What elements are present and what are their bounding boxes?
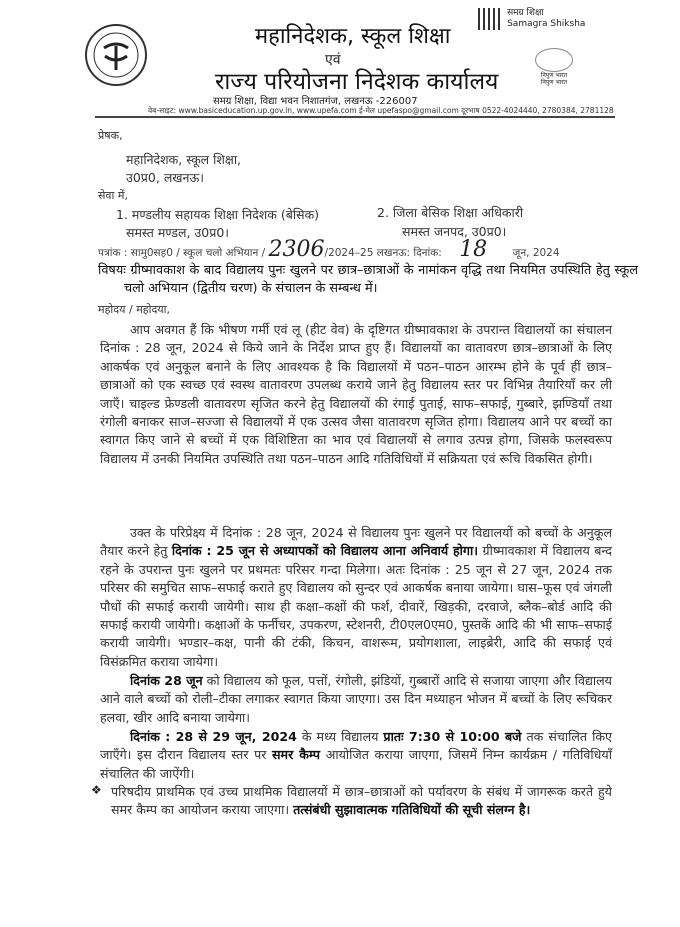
bullet-icon: ❖ (91, 783, 102, 797)
bullet-item-1 (111, 783, 612, 820)
recipient-2: 2. जिला बेसिक शिक्षा अधिकारी (377, 205, 524, 220)
paragraph-2 (100, 524, 612, 671)
paragraph-1-text: आप अवगत हैं कि भीषण गर्मी एवं लू (हीट वेव) के दृष्टिगत ग्रीष्मावकाश के उपरान्त विद्यालयों का संचालन दिनांक : 28 जून, 2024 से किये जाने के निर्देश प्राप्त हुए हैं। विद्यालयों का वातावरण छात्र–छात्राओं के लिए आकर्षक एवं अनुकूल बनाने के लिए आवश्यक है कि विद्यालयों में पठन–पाठन आरम्भ होने के पूर्व हीं छात्र–छात्राओं को एक स्वच्छ एवं स्वस्थ वातावरण उपलब्ध कराये जाने हेतु विद्यालय स्तर पर विभिन्न तैयारियाँ कर ली जाएँ। चाइल्ड फ्रेण्डली वातावरण सृजित करने हेतु विद्यालयों की रंगाई पुताई, साफ–सफाई, गुब्बारे, झण्डियाँ तथा रंगोली बनाकर साज–सज्जा से विद्यालयों में एक उत्सव जैसा वातावरण सृजित होगा। विद्यालय आने पर बच्चों का स्वागत किए जाने से बच्चों में एक विशिष्टिता का भाव एवं विद्यालयों से लगाव उत्पन्न होगा, जिसके फलस्वरूप विद्यालय में उनकी नियमित उपस्थिति तथा पठन–पाठन आदि गतिविधियों में सक्रियता एवं रूचि विकसित होगी। (100, 322, 612, 466)
nipun-text: निपुण भारत (540, 72, 568, 79)
handwritten-day: 18 (459, 237, 488, 262)
reference-mid: /2024–25 लखनऊ: दिनांक: (324, 247, 442, 259)
paragraph-2-text: उक्त के परिप्रेक्ष्य में दिनांक : 28 जून, 2024 से विद्यालय पुनः खुलने पर विद्यालयों को बच्चों के अनुकूल तैयार करने हेतु (100, 525, 612, 559)
logo-hindi: समग्र शिक्षा (507, 8, 544, 18)
conjunction: एवं (325, 52, 341, 68)
paragraph-4 (100, 728, 612, 783)
paragraph-3 (100, 672, 612, 727)
sender-line2: उ0प्र0, लखनऊ। (126, 170, 205, 185)
children-illustration-icon (535, 48, 573, 72)
logo-english: Samagra Shiksha (507, 19, 586, 29)
contact-info: वेब-साइट: www.basiceducation.up.gov.in, www.upefa.com ई-मेल upefaspo@gmail.com दूरभाष 0522-4024440, 2780384, 2781128 (148, 106, 614, 115)
paragraph-3-text: को विद्यालय को फूल, पत्तों, रंगोली, झंडियों, गुब्बारों आदि से सजाया जाएगा और विद्यालय आने वाले बच्चों को रोली–टीका लगाकर स्वागत किया जाएगा। उस दिन मध्याहन भोजन में बच्चों के लिए रूचिकर हलवा, खीर आदि बनाया जायेगा। (100, 673, 612, 725)
teacher-attendance-notice: दिनांक : 25 जून से अध्यापकों को विद्यालय आना अनिवार्य होगा। (171, 543, 479, 559)
handwritten-letter-number: 2306 (268, 237, 325, 262)
summer-camp-label: समर कैम्प (272, 747, 321, 763)
recipient-2-scope: समस्त जनपद, उ0प्र0। (402, 224, 507, 239)
samagra-logo-icon (478, 8, 502, 30)
recipient-1-scope: समस्त मण्डल, उ0प्र0। (126, 225, 230, 240)
paragraph-1 (100, 321, 612, 468)
nipun-text: निपुण भारत (540, 79, 568, 86)
decoration-date: दिनांक 28 जून (130, 673, 203, 688)
up-government-seal (85, 24, 147, 86)
camp-dates: दिनांक : 28 से 29 जून, 2024 (130, 729, 297, 744)
bullet-item-text: परिषदीय प्राथमिक एवं उच्च प्राथमिक विद्यालयों में छात्र–छात्राओं को पर्यावरण के संबंध में जागरूक करते हुये समर कैम्प का आयोजन कराया जाएगा। (111, 784, 612, 818)
reference-month-year: जून, 2024 (512, 247, 560, 259)
paragraph-4-text: आयोजित कराया जाएगा, जिसमें निम्न कार्यक्रम / गतिविधियाँ संचालित की जाऐंगी। (100, 747, 612, 781)
recipient-1: 1. मण्डलीय सहायक शिक्षा निदेशक (बेसिक) (116, 207, 320, 222)
subject (98, 262, 638, 298)
samagra-shiksha-logo (478, 8, 585, 30)
seal-emblem-icon (87, 26, 145, 84)
subject-text: ग्रीष्मावकाश के बाद विद्यालय पुनः खुलने पर छात्र–छात्राओं के नामांकन वृद्धि तथा नियमित उपस्थिति हेतु स्कूल चलो अभियान (द्वितीय चरण) के संचालन के सम्बन्ध में। (124, 263, 638, 296)
subject-label: विषयः (98, 263, 126, 278)
reference-prefix: पत्रांक : सामु0सह0 / स्कूल चलो अभियान / (98, 247, 266, 259)
paragraph-4-text: के मध्य विद्यालय (296, 729, 384, 744)
attachment-notice: तत्संबंधी सुझावात्मक गतिविधियों की सूची संलग्न है। (293, 802, 531, 818)
recipient-label: सेवा में, (98, 189, 128, 202)
sender-line1: महानिदेशक, स्कूल शिक्षा, (126, 152, 242, 167)
office-address: समग्र शिक्षा, विद्या भवन निशातगंज, लखनऊ -226007 (213, 96, 418, 107)
office-title-line2: राज्य परियोजना निदेशक कार्यालय (215, 69, 499, 95)
nipun-bharat-logo (530, 48, 578, 86)
paragraph-2-text-cont: ग्रीष्मावकाश में विद्यालय बन्द रहने के उपरान्त पुनः खुलने पर प्रथमतः परिसर गन्दा मिलेगा। अतः दिनांक : 25 जून से 27 जून, 2024 तक परिसर की समुचित साफ–सफाई कराते हुए विद्यालय को सुन्दर एवं आकर्षक बनाया जायेगा। घास–फूस एवं जंगली पौधों की सफाई करायी जायेगी। साथ ही कक्षा–कक्षों की फर्श, दीवारें, खिड़की, दरवाजे, ब्लैक–बोर्ड आदि की सफाई करायी जायेगी। कक्षाओं के फर्नीचर, उपकरण, स्टेशनरी, टी0एल0एम0, पुस्तकें आदि की भी साफ–सफाई करायी जायेगी। भण्डार–कक्ष, पानी की टंकी, किचन, वाशरूम, प्रयोगशाला, लाइब्रेरी, आदि की सफाई एवं विसंक्रमित कराया जायेगा। (100, 543, 612, 669)
sender-label: प्रेषक, (98, 129, 123, 142)
paragraph-4-text: तक संचालित किए जाएँगे। इस दौरान विद्यालय स्तर पर (100, 729, 612, 763)
reference-line (98, 237, 560, 262)
salutation: महोदय / महोदया, (98, 303, 171, 316)
header-divider (95, 116, 615, 118)
office-title-line1: महानिदेशक, स्कूल शिक्षा (255, 24, 451, 49)
camp-timing: प्रातः 7:30 से 10:00 बजे (383, 729, 522, 744)
